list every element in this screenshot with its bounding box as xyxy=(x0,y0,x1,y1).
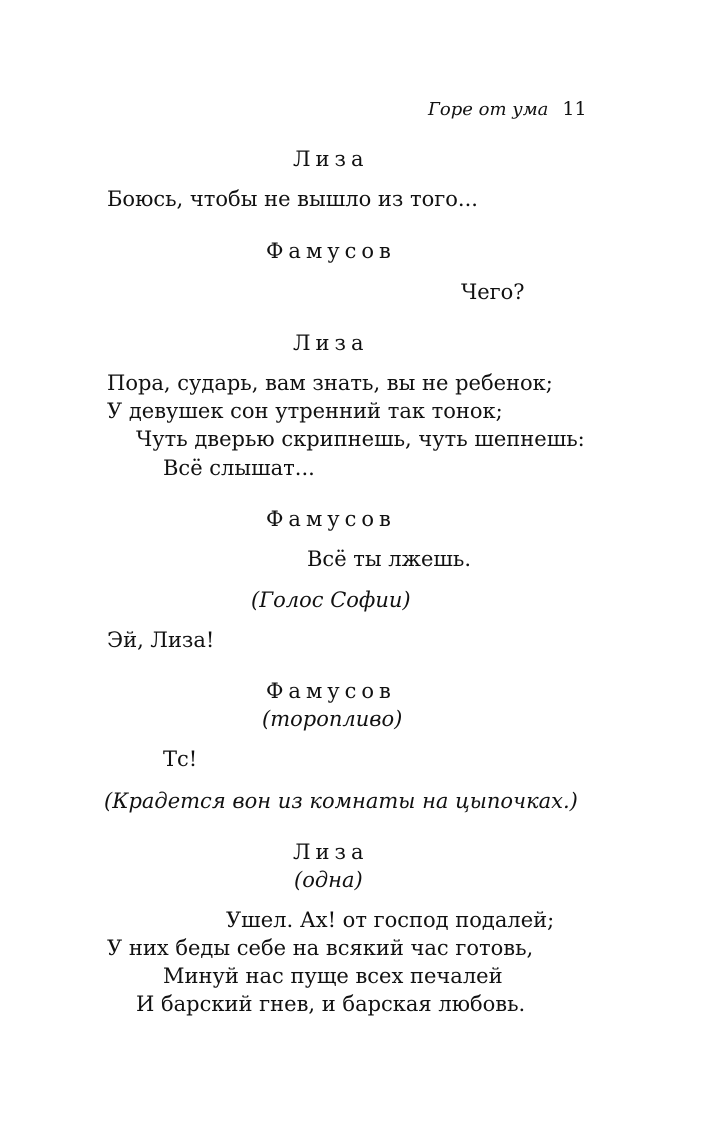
speaker-name: Лиза xyxy=(293,147,369,171)
verse-line: Всё слышат... xyxy=(163,456,315,480)
verse-line: Пора, сударь, вам знать, вы не ребенок; xyxy=(107,371,553,395)
verse-line: Всё ты лжешь. xyxy=(307,547,472,571)
verse-line: Боюсь, чтобы не вышло из того... xyxy=(107,187,478,211)
running-title: Горе от ума xyxy=(428,99,549,120)
speaker-name: Фамусов xyxy=(266,239,396,263)
verse-line: Тс! xyxy=(163,747,198,771)
verse-line: Ушел. Ах! от господ подалей; xyxy=(226,908,555,932)
verse-line: Чуть дверью скрипнешь, чуть шепнешь: xyxy=(136,427,585,451)
speaker-name: Лиза xyxy=(293,331,369,355)
verse-line: Эй, Лиза! xyxy=(107,628,215,652)
running-header xyxy=(428,97,587,122)
stage-direction: (торопливо) xyxy=(262,707,403,731)
speaker-name: Лиза xyxy=(293,840,369,864)
page-number: 11 xyxy=(562,98,587,120)
stage-direction: (Крадется вон из комнаты на цыпочках.) xyxy=(104,789,578,813)
verse-line: И барский гнев, и барская любовь. xyxy=(136,992,526,1016)
verse-line: Минуй нас пуще всех печалей xyxy=(163,964,503,988)
speaker-name: Фамусов xyxy=(266,679,396,703)
verse-line: У девушек сон утренний так тонок; xyxy=(107,399,503,423)
verse-line: Чего? xyxy=(461,280,525,304)
verse-line: У них беды себе на всякий час готовь, xyxy=(107,936,534,960)
stage-direction: (Голос Софии) xyxy=(251,588,411,612)
speaker-name: Фамусов xyxy=(266,507,396,531)
stage-direction: (одна) xyxy=(294,868,363,892)
